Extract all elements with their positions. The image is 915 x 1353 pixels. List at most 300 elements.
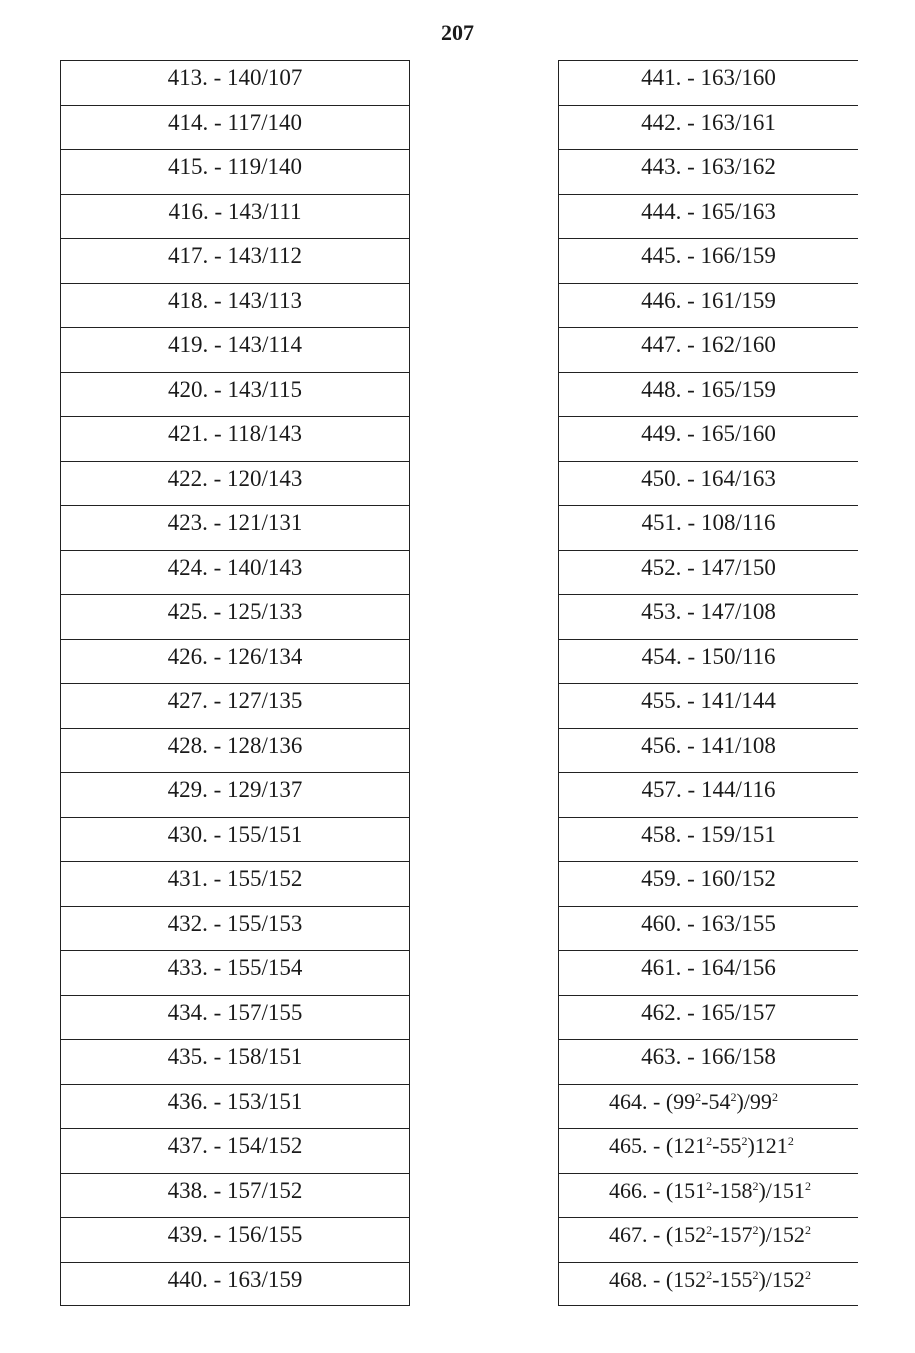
entry-value: 157/155	[227, 999, 303, 1025]
answer-cell	[559, 597, 858, 627]
entry-separator: -	[213, 1044, 222, 1069]
entry-number: 442.	[641, 109, 682, 135]
entry-value: 120/143	[227, 465, 303, 491]
table-row	[558, 639, 858, 684]
entry-separator: -	[213, 1088, 222, 1114]
entry-separator: -	[687, 643, 696, 669]
table-row	[60, 550, 410, 595]
right-answer-table	[558, 60, 858, 1306]
answer-cell	[61, 286, 409, 316]
entry-separator: -	[213, 777, 222, 802]
entry-value: 164/156	[700, 955, 776, 980]
entry-formula	[666, 1267, 811, 1292]
entry-number: 455.	[641, 688, 682, 713]
answer-cell	[61, 108, 409, 138]
table-row	[558, 594, 858, 639]
formula-part: (121	[665, 1133, 707, 1158]
entry-separator: -	[213, 1177, 222, 1203]
entry-value: 140/143	[227, 554, 303, 580]
entry-value: 164/163	[700, 465, 776, 491]
entry-separator: -	[687, 955, 695, 980]
table-row	[60, 772, 410, 817]
entry-number: 418.	[168, 287, 209, 313]
table-row	[558, 550, 858, 595]
table-row	[558, 817, 858, 862]
entry-separator: -	[213, 1266, 222, 1292]
answer-cell	[559, 953, 858, 983]
answer-cell	[559, 909, 858, 939]
exponent: 2	[695, 1089, 702, 1104]
entry-value: 154/152	[227, 1133, 303, 1158]
entry-separator: -	[653, 1266, 661, 1292]
entry-value: 126/134	[227, 643, 303, 669]
answer-cell	[61, 731, 409, 761]
exponent: 2	[730, 1089, 737, 1104]
exponent: 2	[752, 1178, 759, 1193]
answer-cell	[61, 375, 409, 405]
entry-number: 449.	[641, 421, 682, 446]
entry-number: 421.	[168, 421, 209, 446]
entry-separator: -	[687, 376, 695, 402]
table-row	[60, 817, 410, 862]
entry-separator: -	[213, 1133, 222, 1158]
entry-separator: -	[214, 287, 222, 313]
answer-cell	[559, 775, 858, 805]
entry-value: 117/140	[227, 109, 302, 135]
entry-separator: -	[214, 332, 222, 357]
entry-value: 166/159	[700, 243, 776, 268]
entry-separator: -	[213, 688, 222, 713]
table-row	[60, 861, 410, 906]
table-row	[60, 728, 410, 773]
entry-value: 150/116	[700, 643, 776, 669]
table-row	[60, 950, 410, 995]
entry-number: 430.	[167, 821, 208, 847]
entry-number: 462.	[641, 999, 682, 1025]
entry-value: 147/108	[700, 599, 776, 624]
table-row	[558, 372, 858, 417]
entry-number: 459.	[641, 866, 682, 891]
entry-separator: -	[687, 999, 695, 1025]
entry-value: 163/162	[700, 154, 776, 179]
answer-cell	[559, 330, 858, 360]
entry-number: 420.	[168, 376, 209, 402]
entry-value: 162/160	[700, 332, 776, 357]
entry-number: 445.	[641, 243, 682, 268]
entry-formula	[666, 1133, 794, 1158]
entry-separator: -	[213, 910, 222, 936]
table-row	[60, 105, 410, 150]
entry-separator: -	[687, 910, 695, 936]
answer-cell	[559, 63, 858, 93]
formula-part: (152	[665, 1266, 707, 1292]
entry-number: 460.	[641, 910, 682, 936]
entry-separator: -	[213, 65, 222, 90]
table-row	[558, 683, 858, 728]
entry-separator: -	[687, 332, 695, 357]
entry-value: 129/137	[227, 777, 303, 802]
answer-cell	[559, 375, 858, 405]
entry-value: 155/154	[227, 955, 303, 980]
entry-separator: -	[214, 109, 222, 135]
page-number: 207	[441, 20, 474, 45]
answer-cell	[609, 1265, 858, 1295]
table-row	[558, 772, 858, 817]
exponent: 2	[752, 1223, 759, 1237]
entry-separator: -	[687, 866, 695, 891]
entry-value: 141/108	[700, 732, 776, 758]
entry-value: 153/151	[227, 1088, 303, 1114]
entry-separator: -	[687, 109, 695, 135]
exponent: 2	[706, 1223, 713, 1237]
entry-separator: -	[653, 1088, 661, 1114]
entry-value: 155/151	[227, 821, 303, 847]
answer-cell	[609, 1176, 858, 1206]
formula-part: -54	[701, 1088, 731, 1114]
entry-separator: -	[687, 510, 696, 535]
formula-part: (151	[665, 1177, 707, 1203]
exponent: 2	[771, 1089, 778, 1104]
entry-number: 424.	[167, 554, 208, 580]
answer-cell	[61, 553, 409, 583]
answer-cell	[61, 1131, 409, 1161]
table-row	[60, 594, 410, 639]
answer-cell	[61, 330, 409, 360]
entry-separator: -	[687, 465, 695, 491]
entry-number: 441.	[641, 65, 682, 90]
entry-value: 108/116	[700, 510, 776, 535]
table-row	[60, 1262, 410, 1307]
table-row	[558, 461, 858, 506]
table-row	[60, 1128, 410, 1173]
entry-formula	[666, 1178, 811, 1203]
entry-value: 165/163	[700, 198, 776, 224]
entry-number: 465.	[609, 1133, 648, 1158]
table-row	[558, 995, 858, 1040]
exponent: 2	[804, 1178, 811, 1193]
table-row	[60, 505, 410, 550]
entry-separator: -	[687, 821, 695, 847]
entry-number: 446.	[641, 287, 682, 313]
answer-cell	[559, 686, 858, 716]
entry-separator: -	[214, 154, 222, 179]
entry-number: 447.	[641, 332, 682, 357]
exponent: 2	[706, 1134, 713, 1148]
entry-number: 413.	[167, 65, 208, 90]
answer-cell	[61, 642, 409, 672]
entry-number: 439.	[167, 1222, 208, 1247]
exponent: 2	[752, 1267, 759, 1282]
entry-number: 426.	[167, 643, 208, 669]
answer-cell	[61, 686, 409, 716]
entry-separator: -	[214, 198, 223, 224]
entry-separator: -	[653, 1177, 661, 1203]
entry-separator: -	[213, 554, 222, 580]
exponent: 2	[741, 1134, 748, 1148]
answer-cell	[61, 63, 409, 93]
answer-cell	[61, 1176, 409, 1206]
entry-separator: -	[214, 243, 222, 268]
entry-value: 155/152	[227, 866, 303, 891]
entry-value: 165/160	[700, 421, 776, 446]
answer-cell	[559, 419, 858, 449]
entry-separator: -	[687, 1044, 695, 1069]
entry-number: 427.	[167, 688, 208, 713]
entry-number: 453.	[641, 599, 682, 624]
table-row	[60, 60, 410, 105]
entry-separator: -	[213, 821, 222, 847]
entry-number: 425.	[167, 599, 208, 624]
formula-part: (152	[665, 1222, 707, 1247]
entry-value: 147/150	[700, 554, 776, 580]
entry-number: 467.	[609, 1222, 648, 1247]
table-row	[558, 149, 858, 194]
entry-number: 437.	[167, 1133, 208, 1158]
entry-value: 125/133	[227, 599, 303, 624]
entry-number: 452.	[641, 554, 682, 580]
entry-number: 433.	[167, 955, 208, 980]
answer-cell	[609, 1131, 858, 1161]
answer-cell	[559, 286, 858, 316]
table-row	[60, 149, 410, 194]
entry-value: 128/136	[227, 732, 303, 758]
entry-value: 159/151	[700, 821, 776, 847]
table-row	[558, 283, 858, 328]
entry-separator: -	[687, 243, 695, 268]
entry-number: 434.	[167, 999, 208, 1025]
entry-number: 463.	[641, 1044, 682, 1069]
entry-number: 429.	[167, 777, 208, 802]
table-row	[558, 1039, 858, 1084]
entry-separator: -	[213, 510, 222, 535]
table-row	[60, 1217, 410, 1262]
entry-separator: -	[687, 599, 695, 624]
entry-value: 163/155	[700, 910, 776, 936]
formula-part: -158	[712, 1177, 753, 1203]
entry-number: 438.	[167, 1177, 208, 1203]
entry-number: 422.	[167, 465, 208, 491]
table-row	[558, 238, 858, 283]
entry-value: 163/159	[227, 1266, 303, 1292]
answer-cell	[61, 508, 409, 538]
entry-formula	[666, 1222, 811, 1247]
table-row	[60, 1084, 410, 1129]
answer-cell	[559, 642, 858, 672]
formula-part: -55	[712, 1133, 742, 1158]
answer-cell	[559, 241, 858, 271]
entry-value: 143/115	[227, 376, 302, 402]
answer-cell	[559, 108, 858, 138]
answer-cell	[559, 998, 858, 1028]
entry-separator: -	[687, 777, 696, 802]
answer-cell	[559, 731, 858, 761]
answer-cell	[559, 820, 858, 850]
entry-number: 419.	[168, 332, 209, 357]
entry-number: 435.	[167, 1044, 208, 1069]
table-row	[558, 906, 858, 951]
left-answer-table	[60, 60, 410, 1306]
exponent: 2	[706, 1178, 713, 1193]
table-row	[60, 995, 410, 1040]
table-row	[558, 1217, 858, 1262]
answer-cell	[61, 953, 409, 983]
entry-number: 457.	[641, 777, 682, 802]
formula-part: )/152	[758, 1266, 805, 1292]
formula-part: )/99	[736, 1088, 772, 1114]
entry-value: 160/152	[700, 866, 776, 891]
answer-cell	[609, 1087, 858, 1117]
exponent: 2	[706, 1267, 713, 1282]
entry-value: 157/152	[227, 1177, 303, 1203]
entry-value: 143/113	[227, 287, 302, 313]
table-row	[558, 194, 858, 239]
exponent: 2	[804, 1267, 811, 1282]
answer-cell	[559, 553, 858, 583]
answer-cell	[61, 998, 409, 1028]
entry-number: 415.	[168, 154, 209, 179]
entry-separator: -	[213, 732, 222, 758]
formula-part: )/152	[758, 1222, 805, 1247]
entry-separator: -	[687, 554, 695, 580]
answer-cell	[61, 820, 409, 850]
entry-value: 127/135	[227, 688, 303, 713]
entry-separator: -	[214, 421, 222, 446]
entry-number: 458.	[641, 821, 682, 847]
table-row	[558, 1262, 858, 1307]
entry-separator: -	[214, 376, 222, 402]
entry-number: 450.	[641, 465, 682, 491]
entry-number: 448.	[641, 376, 682, 402]
entry-value: 161/159	[700, 287, 776, 313]
entry-separator: -	[213, 1222, 222, 1247]
entry-separator: -	[653, 1133, 661, 1158]
entry-value: 165/159	[700, 376, 776, 402]
entry-separator: -	[687, 287, 695, 313]
table-row	[558, 416, 858, 461]
entry-separator: -	[687, 198, 695, 224]
entry-number: 416.	[168, 198, 209, 224]
answer-cell	[61, 775, 409, 805]
answer-cell	[559, 197, 858, 227]
table-row	[60, 327, 410, 372]
formula-part: (99	[665, 1088, 696, 1114]
entry-separator: -	[687, 154, 695, 179]
answer-cell	[61, 1042, 409, 1072]
entry-value: 118/143	[227, 421, 302, 446]
entry-separator: -	[687, 732, 695, 758]
answer-cell	[61, 909, 409, 939]
entry-number: 423.	[167, 510, 208, 535]
entry-value: 144/116	[700, 777, 776, 802]
table-row	[558, 1084, 858, 1129]
entry-value: 143/112	[227, 243, 302, 268]
table-row	[60, 194, 410, 239]
answer-cell	[559, 864, 858, 894]
table-row	[558, 60, 858, 105]
table-row	[558, 728, 858, 773]
entry-number: 461.	[641, 955, 682, 980]
table-row	[558, 505, 858, 550]
table-row	[558, 1173, 858, 1218]
table-row	[558, 105, 858, 150]
answer-cell	[61, 1087, 409, 1117]
formula-part: )/151	[758, 1177, 805, 1203]
entry-value: 143/111	[227, 198, 302, 224]
table-row	[60, 372, 410, 417]
answer-cell	[559, 1042, 858, 1072]
entry-number: 431.	[167, 866, 208, 891]
entry-value: 158/151	[227, 1044, 303, 1069]
table-row	[60, 416, 410, 461]
formula-part: )121	[747, 1133, 788, 1158]
answer-cell	[61, 1220, 409, 1250]
answer-cell	[61, 864, 409, 894]
entry-value: 166/158	[700, 1044, 776, 1069]
entry-number: 432.	[167, 910, 208, 936]
formula-part: -155	[712, 1266, 753, 1292]
entry-number: 436.	[167, 1088, 208, 1114]
exponent: 2	[804, 1223, 811, 1237]
answer-cell	[61, 597, 409, 627]
entry-value: 140/107	[227, 65, 303, 90]
entry-separator: -	[687, 65, 695, 90]
entry-formula	[666, 1089, 778, 1114]
answer-cell	[559, 152, 858, 182]
entry-number: 456.	[641, 732, 682, 758]
answer-cell	[559, 508, 858, 538]
entry-value: 163/161	[700, 109, 776, 135]
table-row	[60, 283, 410, 328]
entry-number: 440.	[167, 1266, 208, 1292]
entry-separator: -	[687, 421, 695, 446]
entry-separator: -	[687, 688, 695, 713]
table-row	[60, 238, 410, 283]
entry-number: 468.	[609, 1266, 648, 1292]
answer-cell	[61, 241, 409, 271]
entry-separator: -	[213, 866, 222, 891]
exponent: 2	[787, 1134, 794, 1148]
answer-cell	[559, 464, 858, 494]
entry-value: 155/153	[227, 910, 303, 936]
table-row	[558, 861, 858, 906]
entry-separator: -	[213, 999, 222, 1025]
answer-cell	[61, 419, 409, 449]
table-row	[60, 1173, 410, 1218]
table-row	[558, 327, 858, 372]
entry-separator: -	[213, 599, 222, 624]
answer-cell	[61, 197, 409, 227]
entry-value: 141/144	[700, 688, 776, 713]
table-row	[558, 1128, 858, 1173]
entry-number: 464.	[609, 1088, 648, 1114]
entry-number: 443.	[641, 154, 682, 179]
entry-number: 466.	[609, 1177, 648, 1203]
entry-value: 165/157	[700, 999, 776, 1025]
formula-part: -157	[712, 1222, 753, 1247]
entry-separator: -	[213, 643, 222, 669]
entry-value: 121/131	[227, 510, 303, 535]
entry-value: 163/160	[700, 65, 776, 90]
table-row	[60, 639, 410, 684]
entry-number: 451.	[641, 510, 682, 535]
answer-cell	[61, 464, 409, 494]
table-row	[60, 461, 410, 506]
table-row	[60, 1039, 410, 1084]
entry-separator: -	[653, 1222, 661, 1247]
entry-number: 444.	[641, 198, 682, 224]
table-row	[558, 950, 858, 995]
entry-number: 417.	[168, 243, 209, 268]
